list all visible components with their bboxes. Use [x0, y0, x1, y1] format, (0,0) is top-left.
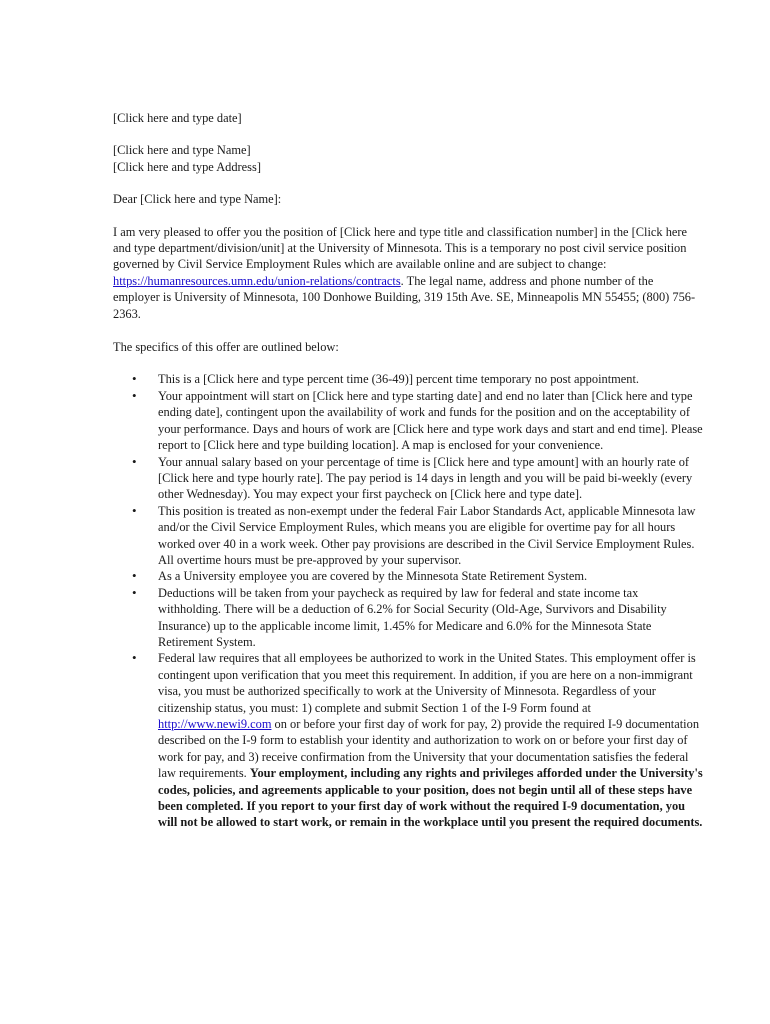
list-item-text: This position is treated as non-exempt under the federal Fair Labor Standards Act, applicable Minnesota law and/or the Civil Service Employment Rules, which means you are eligible for overtime pay for all hours worked over 40 in a work week. Other pay provisions are described in the Civil Service Employment Rules. All overtime hours must be pre-approved by your supervisor.	[158, 503, 696, 567]
i9-form-link[interactable]: http://www.newi9.com	[158, 717, 272, 731]
letter-body	[113, 110, 703, 831]
list-item-appointment-dates	[113, 388, 703, 454]
specifics-intro: The specifics of this offer are outlined below:	[113, 340, 339, 355]
offer-specifics-list	[113, 371, 703, 830]
intro-text-1: I am very pleased to offer you the position of [Click here and type title and classification number] in the [Click here and type department/division/unit] at the University of Minnesota. This is a temporary no post civil service position governed by Civil Service Employment Rules which are available online and are subject to change:	[113, 224, 688, 272]
list-item-appointment-percent	[113, 371, 703, 387]
bullet-icon: •	[132, 584, 137, 600]
list-item-overtime	[113, 503, 703, 569]
list-item-retirement	[113, 568, 703, 584]
salutation: Dear [Click here and type Name]:	[113, 192, 282, 207]
bullet-icon: •	[132, 453, 137, 469]
contracts-link[interactable]: https://humanresources.umn.edu/union-relations/contracts	[113, 273, 401, 288]
date-field[interactable]: [Click here and type date]	[113, 111, 242, 125]
recipient-name-field[interactable]: [Click here and type Name]	[113, 143, 251, 158]
recipient-address-field[interactable]: [Click here and type Address]	[113, 159, 261, 174]
bullet-icon: •	[132, 502, 137, 518]
list-item-text: Deductions will be taken from your paycheck as required by law for federal and state income tax withholding. There will be a deduction of 6.2% for Social Security (Old-Age, Survivors and Disability Insurance) up to the applicable income limit, 1.45% for Medicare and 6.0% for the Minnesota State Retirement System.	[158, 585, 667, 649]
list-item-salary	[113, 454, 703, 503]
intro-text-2: . The legal name, address and phone number of the employer is University of Minnesota, 100 Donhowe Building, 319 15th Ave. SE, Minneapolis MN 55455; (800) 756-2363.	[113, 273, 696, 321]
list-item-text: Your annual salary based on your percentage of time is [Click here and type amount] with an hourly rate of [Click here and type hourly rate]. The pay period is 14 days in length and you will be paid bi-weekly (every other Wednesday). You may expect your first paycheck on [Click here and type date].	[158, 454, 693, 502]
bullet-icon: •	[132, 387, 137, 403]
list-item-text: As a University employee you are covered by the Minnesota State Retirement System.	[158, 569, 588, 584]
list-item-text: Your appointment will start on [Click here and type starting date] and end no later than [Click here and type ending date], contingent upon the availability of work and funds for the position and on the acceptability of your performance. Days and hours of work are [Click here and type work days and start and end time]. Please report to [Click here and type building location]. A map is enclosed for your convenience.	[158, 388, 703, 453]
list-item-work-authorization	[113, 650, 703, 830]
bullet-icon: •	[132, 371, 137, 387]
bullet-icon: •	[132, 568, 137, 584]
intro-paragraph	[113, 224, 703, 322]
authorization-text-1: Federal law requires that all employees be authorized to work in the United States. This employment offer is contingent upon verification that you meet this requirement. In addition, if you are here on a non-immigrant visa, you must be authorized specifically to work at the University of Minnesota. Regardless of your citizenship status, you must: 1) complete and submit Section 1 of the I-9 Form found at	[158, 651, 696, 715]
recipient-block	[113, 142, 703, 175]
authorization-bold-notice: Your employment, including any rights and privileges afforded under the University's codes, policies, and agreements applicable to your position, does not begin until all of these steps have been completed. If you report to your first day of work without the required I-9 documentation, you will not be allowed to start work, or remain in the workplace until you present the required documents.	[158, 766, 703, 830]
list-item-text	[158, 651, 703, 829]
list-item-text: This is a [Click here and type percent time (36-49)] percent time temporary no post appointment.	[158, 372, 640, 387]
authorization-text-2: on or before your first day of work for pay, 2) provide the required I-9 documentation described on the I-9 form to establish your identity and authorization to work on or before your first day of work for pay, and 3) receive confirmation from the University that your documentation satisfies the federal law requirements.	[158, 717, 700, 781]
list-item-deductions	[113, 585, 703, 651]
bullet-icon: •	[132, 650, 137, 666]
